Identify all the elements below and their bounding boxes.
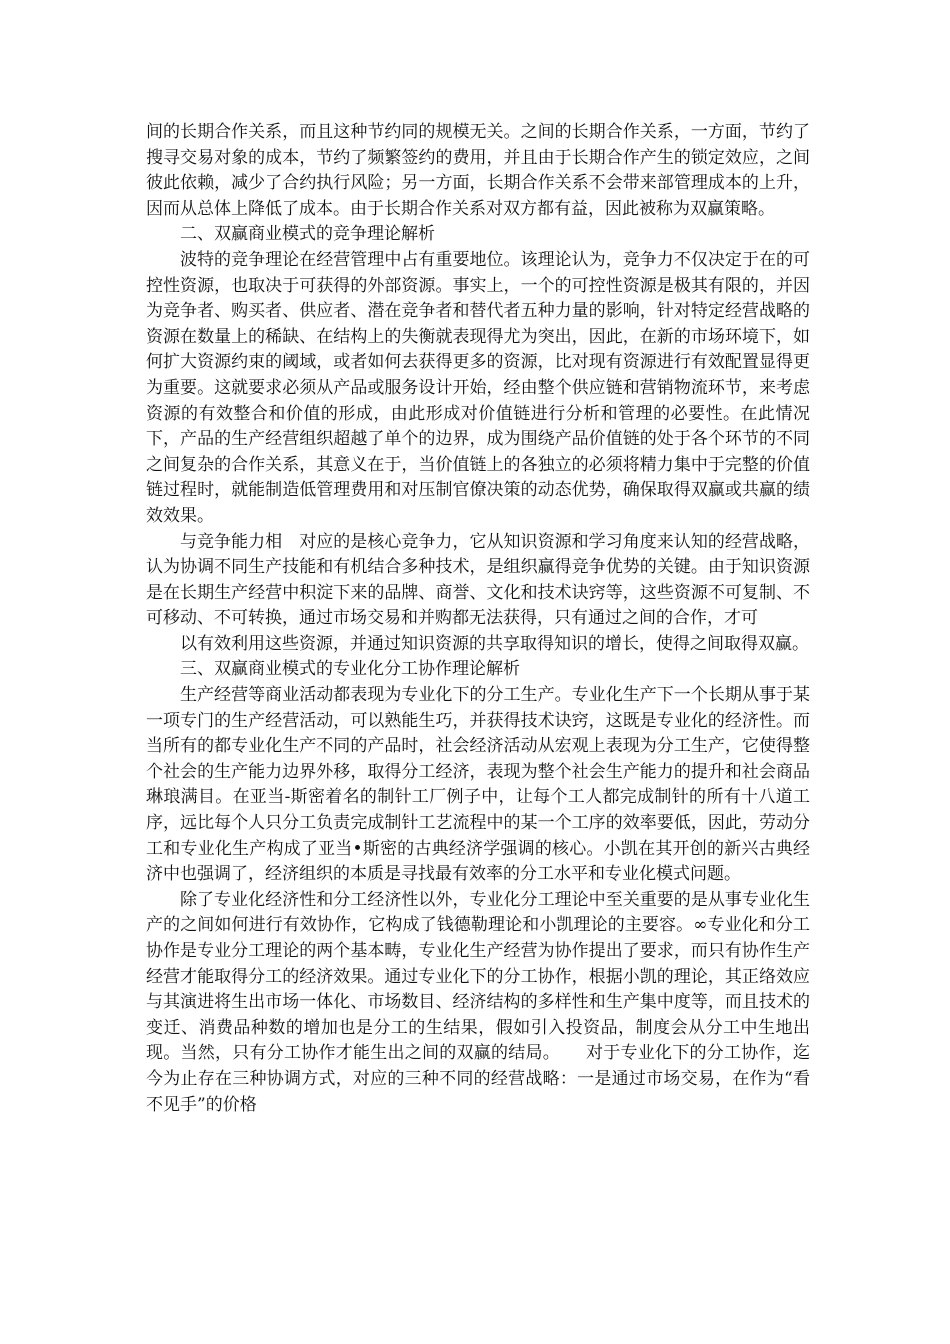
paragraph-6: 除了专业化经济性和分工经济性以外，专业化分工理论中至关重要的是从事专业化生产的之间如何进行有效协作，它构成了钱德勒理论和小凯理论的主要容。∞专业化和分工协作是专业分工理论的两个基本畴，专业化生产经营为协作提出了要求，而只有协作生产经营才能取得分工的经济效果。通过专业化下的分工协作，根据小凯的理论，其正络效应与其演进将生出市场一体化、市场数目、经济结构的多样性和生产集中度等，而且技术的变迁、消费品种数的增加也是分工的生结果，假如引入投资品，制度会从分工中生地出现。当然，只有分工协作才能生出之间的双赢的结局。 对于专业化下的分工协作，迄今为止存在三种协调方式，对应的三种不同的经营战略：一是通过市场交易，在作为“看不见手”的价格 [146, 889, 810, 1115]
paragraph-5: 生产经营等商业活动都表现为专业化下的分工生产。专业化生产下一个长期从事于某一项专门的生产经营活动，可以熟能生巧，并获得技术诀窍，这既是专业化的经济性。而当所有的都专业化生产不同的产品时，社会经济活动从宏观上表现为分工生产，它使得整个社会的生产能力边界外移，取得分工经济，表现为整个社会生产能力的提升和社会商品琳琅满目。在亚当-斯密着名的制针工厂例子中，让每个工人都完成制针的所有十八道工序，远比每个人只分工负责完成制针工艺流程中的某一个工序的效率要低，因此，劳动分工和专业化生产构成了亚当•斯密的古典经济学强调的核心。小凯在其开创的新兴古典经济中也强调了，经济组织的本质是寻找最有效率的分工水平和专业化模式问题。 [146, 685, 810, 885]
paragraph-1: 间的长期合作关系，而且这种节约同的规模无关。之间的长期合作关系，一方面，节约了搜寻交易对象的成本，节约了频繁签约的费用，并且由于长期合作产生的锁定效应，之间彼此依赖，减少了合约执行风险；另一方面，长期合作关系不会带来部管理成本的上升，因而从总体上降低了成本。由于长期合作关系对双方都有益，因此被称为双赢策略。 [146, 122, 810, 219]
document-body [146, 120, 810, 1118]
paragraph-4: 以有效利用这些资源，并通过知识资源的共享取得知识的增长，使得之间取得双赢。 [180, 633, 809, 654]
section-heading-2: 二、双赢商业模式的竞争理论解析 [180, 224, 435, 245]
paragraph-3: 与竞争能力相 对应的是核心竞争力，它从知识资源和学习角度来认知的经营战略，认为协调不同生产技能和有机结合多种技术，是组织赢得竞争优势的关键。由于知识资源是在长期生产经营中积淀下来的品牌、商誉、文化和技术诀窍等，这些资源不可复制、不可移动、不可转换，通过市场交易和并购都无法获得，只有通过之间的合作，才可 [146, 531, 810, 629]
section-heading-3: 三、双赢商业模式的专业化分工协作理论解析 [180, 659, 520, 680]
paragraph-2: 波特的竞争理论在经营管理中占有重要地位。该理论认为，竞争力不仅决定于在的可控性资源，也取决于可获得的外部资源。事实上，一个的可控性资源是极其有限的，并因为竞争者、购买者、供应者、潜在竞争者和替代者五种力量的影响，针对特定经营战略的资源在数量上的稀缺、在结构上的失衡就表现得尤为突出，因此，在新的市场环境下，如何扩大资源约束的阈域，或者如何去获得更多的资源，比对现有资源进行有效配置显得更为重要。这就要求必须从产品或服务设计开始，经由整个供应链和营销物流环节，来考虑资源的有效整合和价值的形成，由此形成对价值链进行分析和管理的必要性。在此情况下，产品的生产经营组织超越了单个的边界，成为围绕产品价值链的处于各个环节的不同之间复杂的合作关系，其意义在于，当价值链上的各独立的必须将精力集中于完整的价值链过程时，就能制造低管理费用和对压制官僚决策的动态优势，确保取得双赢或共赢的绩效效果。 [146, 249, 810, 526]
